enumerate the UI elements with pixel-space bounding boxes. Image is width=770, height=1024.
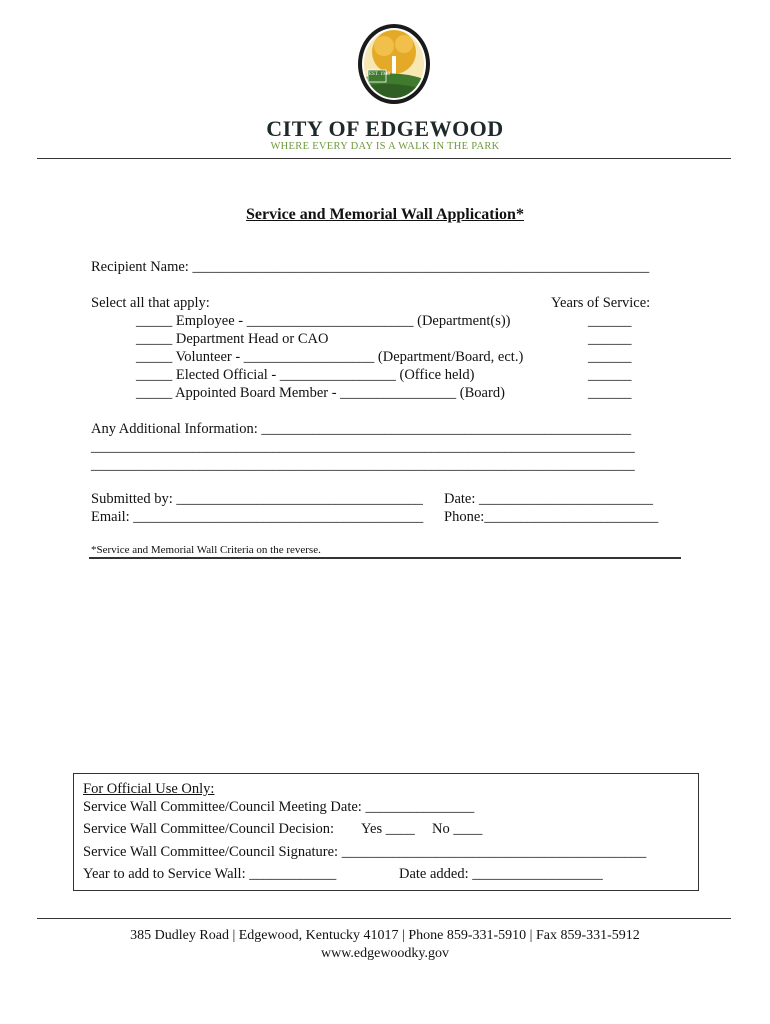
recipient-name-field[interactable]: Recipient Name: _______________________________________________________________ bbox=[91, 259, 650, 275]
decision-no-field[interactable]: No ____ bbox=[432, 821, 483, 837]
option-volunteer[interactable]: _____ Volunteer - __________________ (Department/Board, ect.) bbox=[136, 349, 524, 365]
signature-field[interactable]: Service Wall Committee/Council Signature: __________________________________________ bbox=[83, 844, 647, 860]
date-added-field[interactable]: Date added: __________________ bbox=[399, 866, 603, 882]
additional-info-line-1[interactable]: ___________________________________________________________________________ bbox=[91, 439, 635, 455]
official-use-box bbox=[73, 773, 699, 891]
years-field-elected-official[interactable]: ______ bbox=[588, 367, 632, 383]
tree-logo-icon bbox=[356, 22, 432, 106]
year-to-add-field[interactable]: Year to add to Service Wall: ____________ bbox=[83, 866, 337, 882]
organization-tagline: WHERE EVERY DAY IS A WALK IN THE PARK bbox=[270, 141, 500, 152]
email-field[interactable]: Email: ________________________________________ bbox=[91, 509, 424, 525]
option-employee[interactable]: _____ Employee - _______________________ (Department(s)) bbox=[136, 313, 511, 329]
form-title: Service and Memorial Wall Application* bbox=[246, 206, 524, 223]
header-divider bbox=[37, 158, 731, 159]
organization-name: CITY OF EDGEWOOD bbox=[266, 116, 504, 141]
decision-yes-field[interactable]: Yes ____ bbox=[361, 821, 415, 837]
years-field-appointed-board-member[interactable]: ______ bbox=[588, 385, 632, 401]
decision-label: Service Wall Committee/Council Decision: bbox=[83, 821, 335, 837]
years-field-department-head[interactable]: ______ bbox=[588, 331, 632, 347]
form-divider bbox=[89, 557, 681, 559]
option-elected-official[interactable]: _____ Elected Official - ________________ (Office held) bbox=[136, 367, 475, 383]
city-logo bbox=[356, 22, 432, 106]
option-appointed-board-member[interactable]: _____ Appointed Board Member - ________________ (Board) bbox=[136, 385, 505, 401]
meeting-date-field[interactable]: Service Wall Committee/Council Meeting Date: _______________ bbox=[83, 799, 475, 815]
criteria-footnote: *Service and Memorial Wall Criteria on the reverse. bbox=[91, 544, 321, 556]
official-use-heading: For Official Use Only: bbox=[83, 781, 215, 797]
submitted-by-field[interactable]: Submitted by: __________________________________ bbox=[91, 491, 423, 507]
years-field-volunteer[interactable]: ______ bbox=[588, 349, 632, 365]
footer-website[interactable]: www.edgewoodky.gov bbox=[320, 946, 450, 961]
date-field[interactable]: Date: ________________________ bbox=[444, 491, 654, 507]
option-department-head[interactable]: _____ Department Head or CAO bbox=[136, 331, 329, 347]
phone-field[interactable]: Phone:________________________ bbox=[444, 509, 659, 525]
additional-info-field[interactable]: Any Additional Information: ___________________________________________________ bbox=[91, 421, 632, 437]
years-field-employee[interactable]: ______ bbox=[588, 313, 632, 329]
footer-address: 385 Dudley Road | Edgewood, Kentucky 41017 | Phone 859-331-5910 | Fax 859-331-5912 bbox=[130, 928, 640, 943]
years-of-service-label: Years of Service: bbox=[551, 295, 651, 311]
additional-info-line-2[interactable]: ___________________________________________________________________________ bbox=[91, 457, 635, 473]
select-label: Select all that apply: bbox=[91, 295, 210, 311]
footer-divider bbox=[37, 918, 731, 919]
logo-est-text: EST. 1948 bbox=[369, 72, 391, 77]
